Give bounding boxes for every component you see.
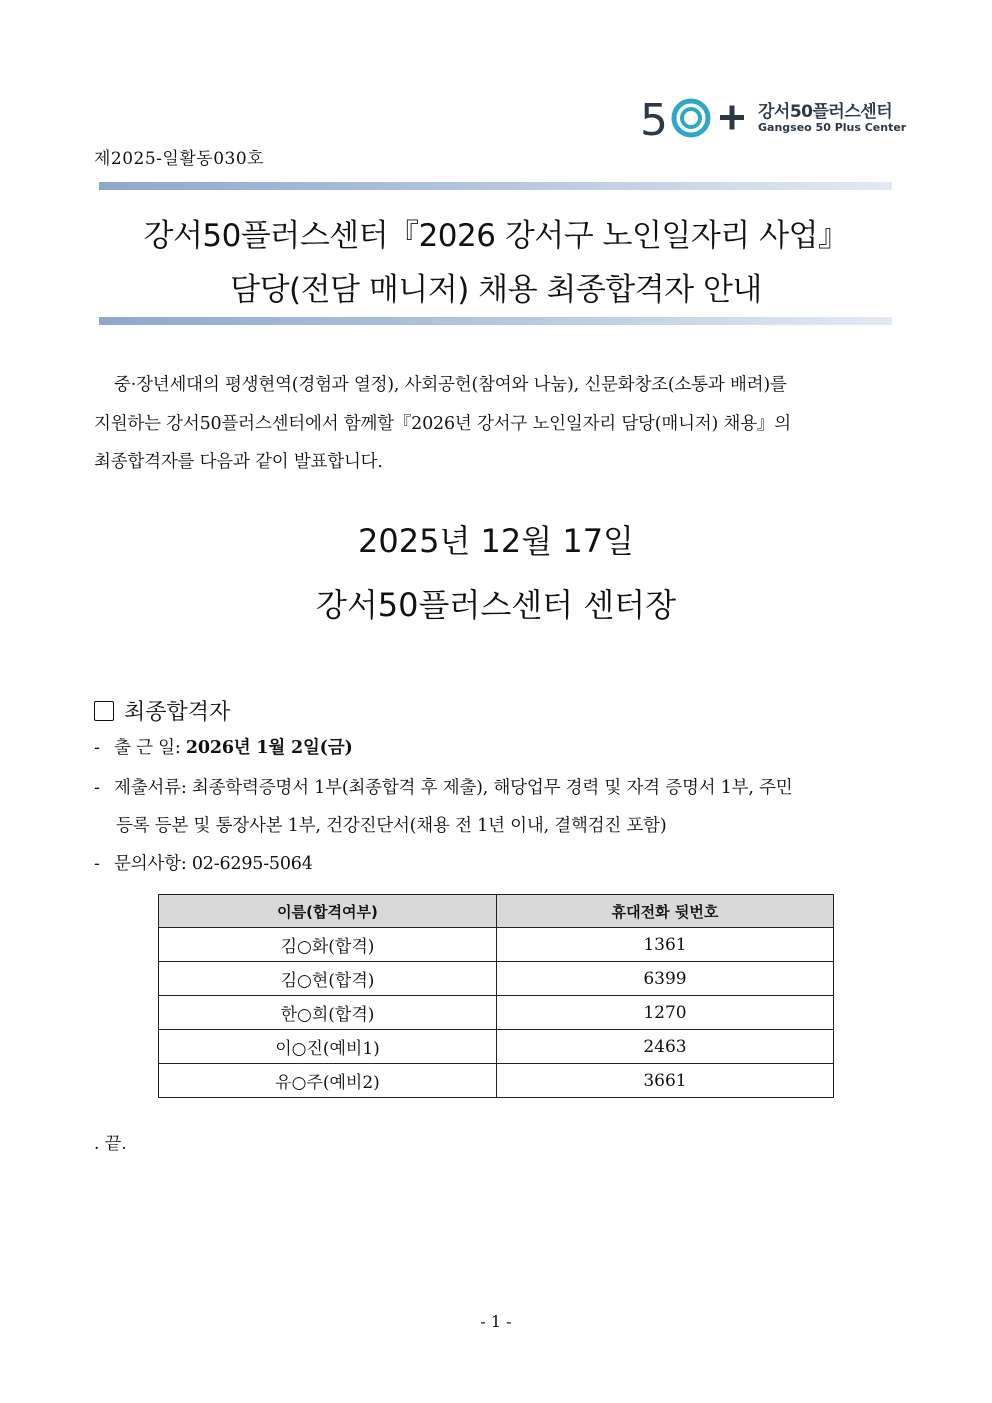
intro-line-3: 최종합격자를 다음과 같이 발표합니다. bbox=[94, 452, 383, 472]
table-row bbox=[159, 1064, 834, 1098]
logo-name-english: Gangseo 50 Plus Center bbox=[758, 121, 907, 134]
table-header-row bbox=[159, 895, 834, 928]
documents-line-2: 등록 등본 및 통장사본 1부, 건강진단서(채용 전 1년 이내, 결핵검진 포함) bbox=[116, 816, 667, 836]
table-row bbox=[159, 962, 834, 996]
start-date-line bbox=[94, 734, 353, 759]
header-name: 이름(합격여부) bbox=[159, 895, 497, 928]
announcement-issuer: 강서50플러스센터 센터장 bbox=[315, 586, 676, 624]
documents-text-1: 제출서류: 최종학력증명서 1부(최종합격 후 제출), 해당업무 경력 및 자격 증명서 1부, 주민 bbox=[114, 778, 793, 798]
logo-inner-ring bbox=[682, 109, 700, 127]
title-line-1: 강서50플러스센터『2026 강서구 노인일자리 사업』 bbox=[143, 218, 849, 254]
cell-phone: 1361 bbox=[497, 928, 834, 962]
contact-text: 문의사항: 02-6295-5064 bbox=[114, 854, 313, 874]
section-heading-label: 최종합격자 bbox=[124, 700, 231, 725]
fifty-plus-logo-mark bbox=[640, 93, 750, 143]
section-heading bbox=[94, 695, 230, 726]
table-row bbox=[159, 928, 834, 962]
cell-name: 김○현(합격) bbox=[159, 962, 497, 996]
bullet-dash: - bbox=[94, 778, 100, 798]
table-row bbox=[159, 1030, 834, 1064]
logo-digit-five: 5 bbox=[640, 95, 668, 143]
closing-mark: . 끝. bbox=[94, 1134, 127, 1154]
cell-phone: 6399 bbox=[497, 962, 834, 996]
contact-line bbox=[94, 850, 313, 875]
title-top-bar bbox=[99, 182, 892, 190]
start-date-label: 출 근 일: bbox=[114, 738, 186, 758]
intro-line-1: 중·장년세대의 평생현역(경험과 열정), 사회공헌(참여와 나눔), 신문화창조(소통과 배려)를 bbox=[114, 375, 787, 395]
start-date-value: 2026년 1월 2일(금) bbox=[185, 738, 353, 758]
logo-plus-vertical bbox=[730, 106, 735, 130]
cell-name: 김○화(합격) bbox=[159, 928, 497, 962]
checkbox-icon bbox=[94, 701, 114, 721]
bullet-dash: - bbox=[94, 738, 100, 758]
header-phone: 휴대전화 뒷번호 bbox=[497, 895, 834, 928]
title-bottom-bar bbox=[99, 317, 892, 325]
cell-phone: 2463 bbox=[497, 1030, 834, 1064]
cell-name: 이○진(예비1) bbox=[159, 1030, 497, 1064]
cell-phone: 3661 bbox=[497, 1064, 834, 1098]
intro-paragraph bbox=[94, 366, 900, 482]
title-line-2: 담당(전담 매니저) 채용 최종합격자 안내 bbox=[230, 272, 762, 308]
page-number: - 1 - bbox=[480, 1312, 512, 1331]
cell-phone: 1270 bbox=[497, 996, 834, 1030]
intro-line-2: 지원하는 강서50플러스센터에서 함께할『2026년 강서구 노인일자리 담당(매니저) 채용』의 bbox=[94, 413, 791, 434]
bullet-dash: - bbox=[94, 854, 100, 874]
cell-name: 한○희(합격) bbox=[159, 996, 497, 1030]
cell-name: 유○주(예비2) bbox=[159, 1064, 497, 1098]
logo-outer-ring bbox=[674, 101, 708, 135]
table-row bbox=[159, 996, 834, 1030]
announcement-date: 2025년 12월 17일 bbox=[358, 522, 634, 560]
document-number: 제2025-일활동030호 bbox=[94, 149, 265, 169]
logo-name-korean: 강서50플러스센터 bbox=[758, 102, 893, 122]
documents-line-1 bbox=[94, 774, 793, 799]
results-table bbox=[158, 894, 834, 1098]
